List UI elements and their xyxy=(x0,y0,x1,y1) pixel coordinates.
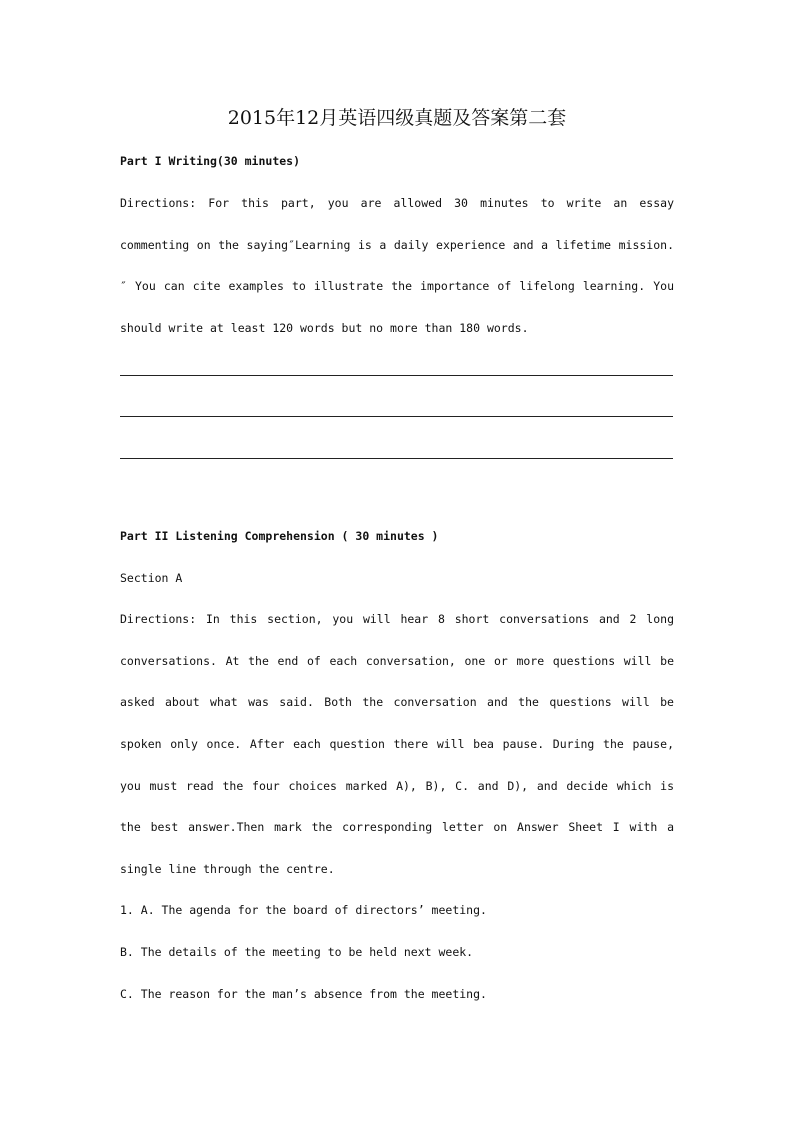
part2-directions-line-7: single line through the centre. xyxy=(120,862,335,876)
question-1-option-c: C. The reason for the man’s absence from the meeting. xyxy=(120,987,487,1001)
section-a-label: Section A xyxy=(120,571,183,585)
part2-directions-line-2: conversations. At the end of each conversation, one or more questions will be xyxy=(120,654,674,668)
question-1-option-b: B. The details of the meeting to be held next week. xyxy=(120,945,474,959)
question-1-option-a: 1. A. The agenda for the board of directors’ meeting. xyxy=(120,903,487,917)
part1-directions-line-3: ″ You can cite examples to illustrate the importance of lifelong learning. You xyxy=(120,279,674,293)
document-title: 2015年12月英语四级真题及答案第二套 xyxy=(227,107,567,129)
part1-directions-line-2: commenting on the saying″Learning is a daily experience and a lifetime mission. xyxy=(120,238,674,252)
part2-directions-line-5: you must read the four choices marked A), B), C. and D), and decide which is xyxy=(120,779,674,793)
part2-directions-line-1: Directions: In this section, you will hear 8 short conversations and 2 long xyxy=(120,612,674,626)
answer-writing-line xyxy=(120,375,673,376)
part2-directions-line-4: spoken only once. After each question there will bea pause. During the pause, xyxy=(120,737,674,751)
answer-writing-line xyxy=(120,416,673,417)
part2-directions-line-6: the best answer.Then mark the corresponding letter on Answer Sheet I with a xyxy=(120,820,674,834)
answer-writing-line xyxy=(120,458,673,459)
part1-directions-line-1: Directions: For this part, you are allowed 30 minutes to write an essay xyxy=(120,196,674,210)
part2-heading: Part II Listening Comprehension ( 30 minutes ) xyxy=(120,529,439,543)
part1-directions-line-4: should write at least 120 words but no more than 180 words. xyxy=(120,321,529,335)
part2-directions-line-3: asked about what was said. Both the conversation and the questions will be xyxy=(120,695,674,709)
part1-heading: Part I Writing(30 minutes) xyxy=(120,154,301,168)
